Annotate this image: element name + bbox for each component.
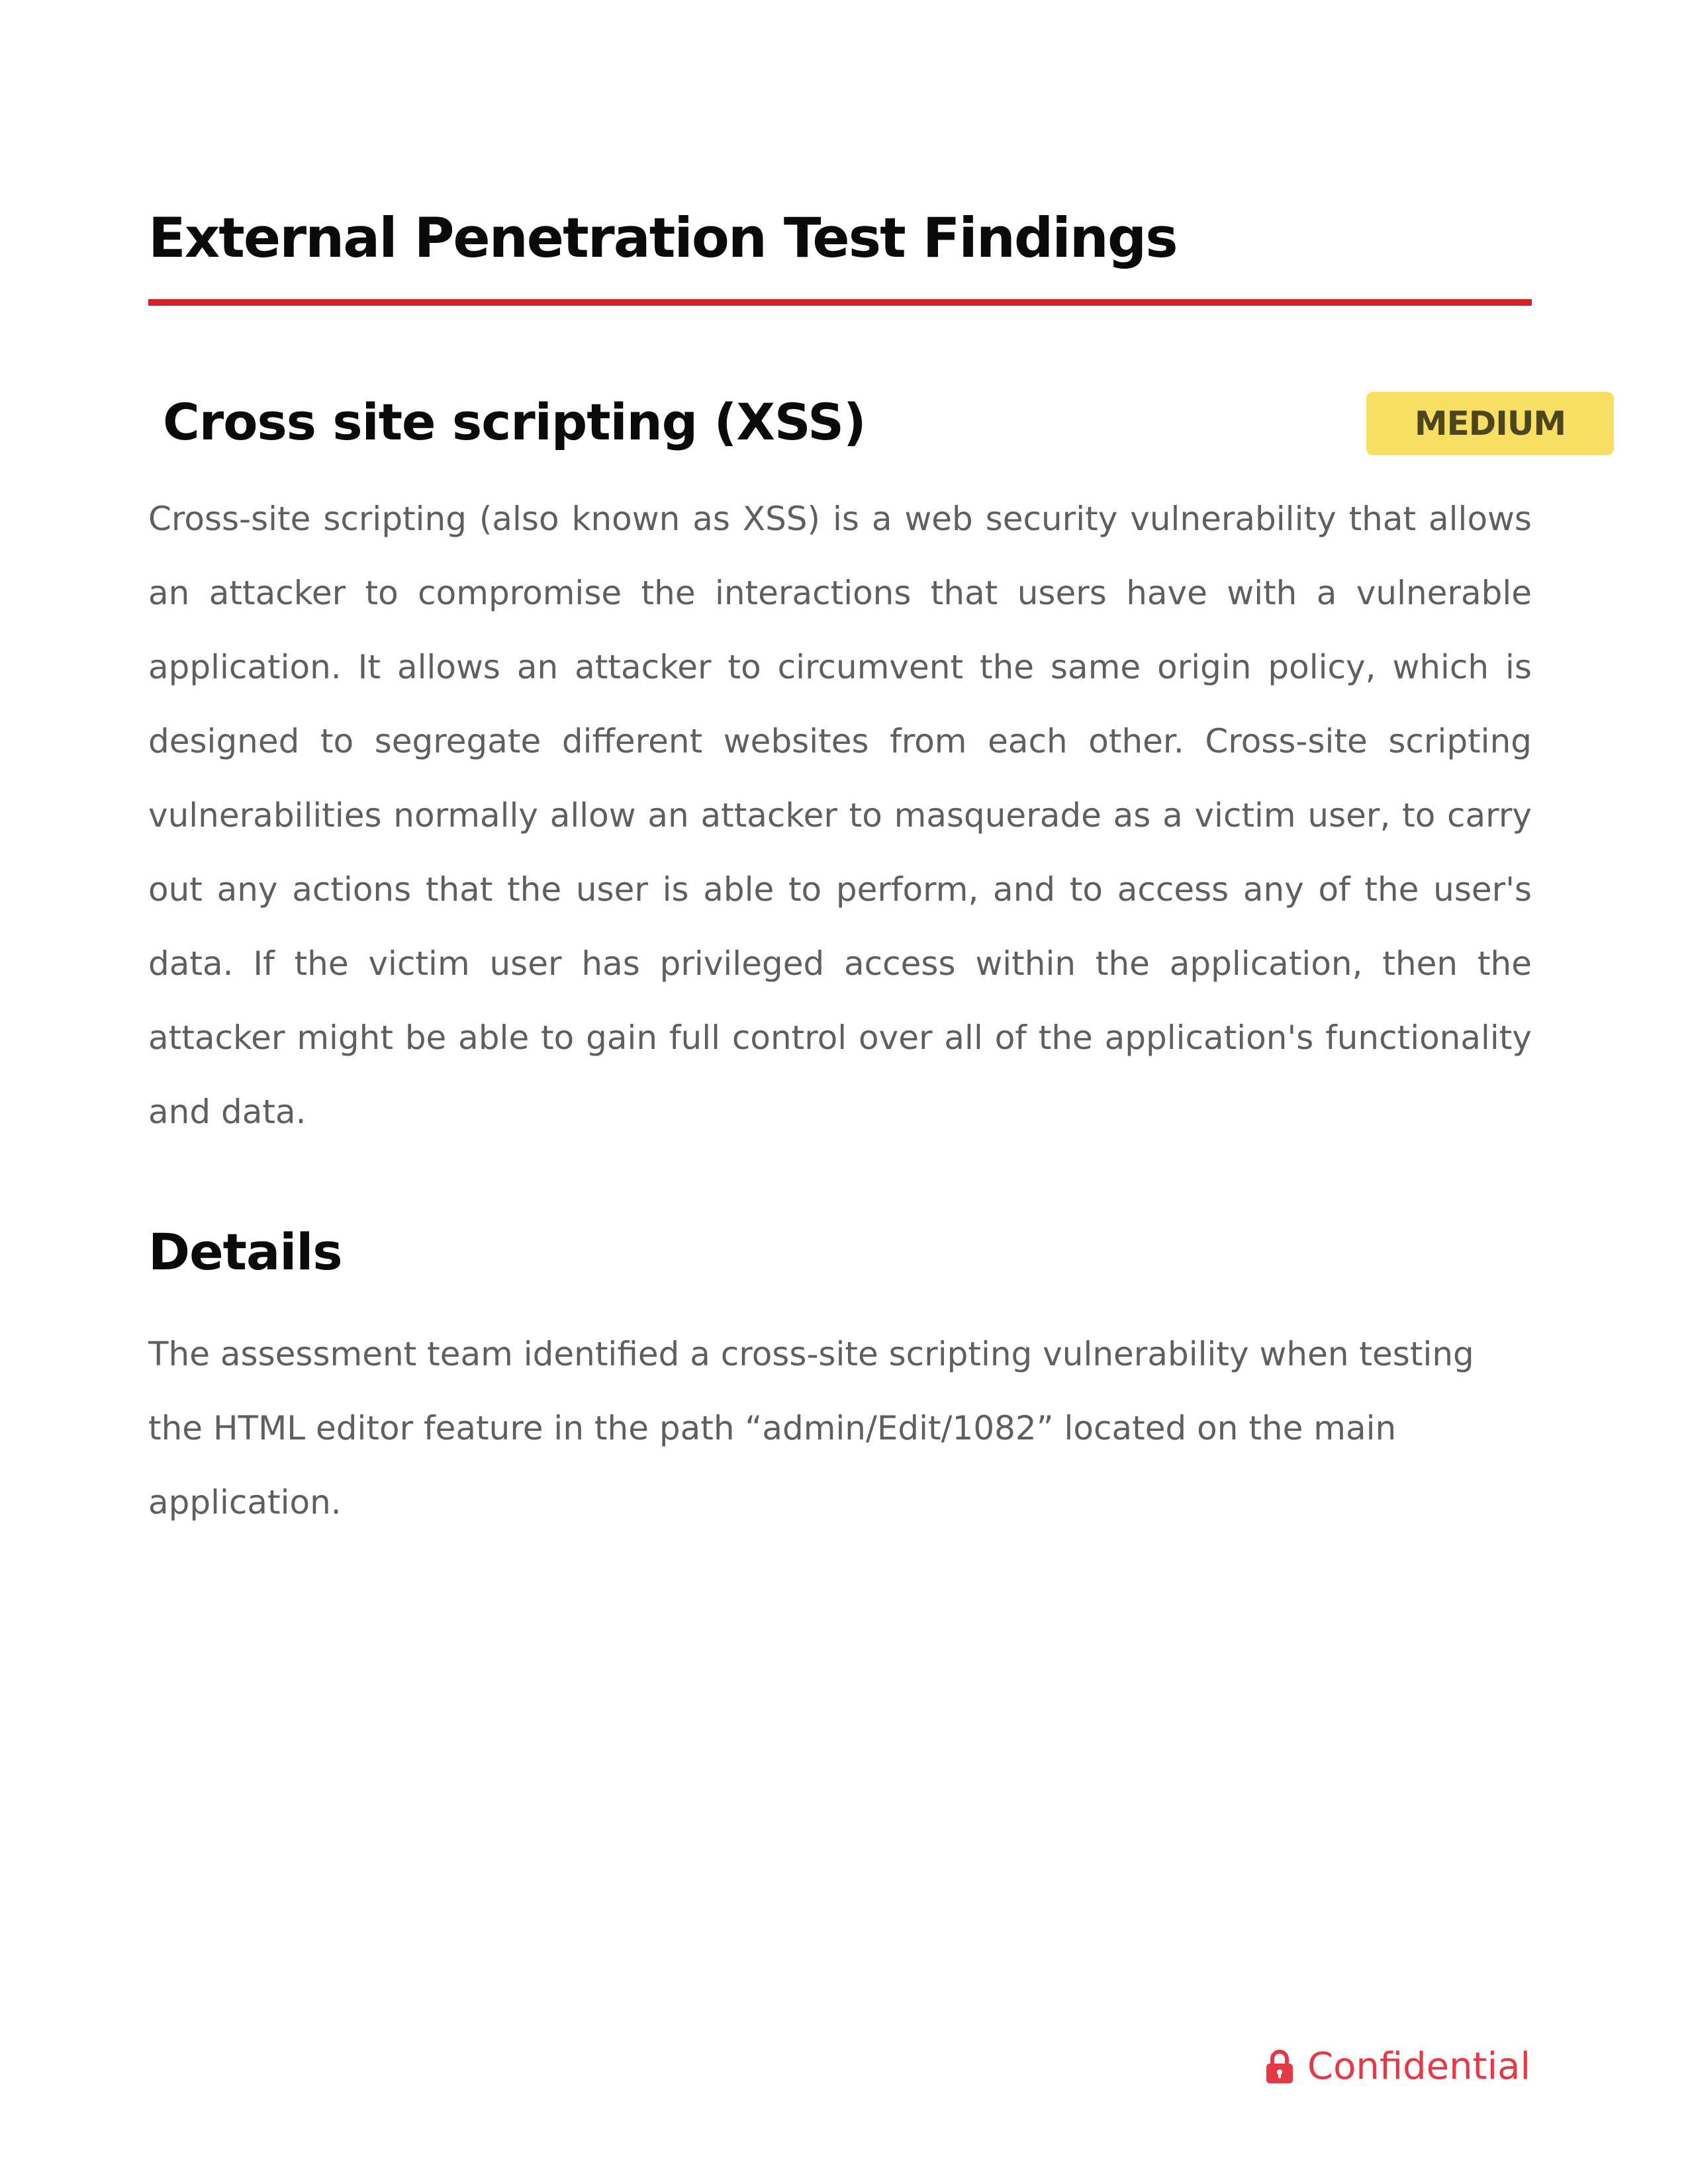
- details-heading: Details: [148, 1222, 342, 1281]
- title-divider: [148, 299, 1532, 306]
- finding-title: Cross site scripting (XSS): [163, 392, 866, 451]
- finding-description: Cross-site scripting (also known as XSS) is a web security vulnerability that allows an attacker to compromise the interactions that users have with a vulnerable application. It allows an attacker to circumvent the same origin policy, which is designed to segregate different websites from each other. Cross-site scripting vulnerabilities normally allow an attacker to masquerade as a victim user, to carry out any actions that the user is able to perform, and to access any of the user's data. If the victim user has privileged access within the application, then the attacker might be able to gain full control over all of the application's functionality and data.: [148, 500, 1532, 1131]
- severity-badge: MEDIUM: [1366, 392, 1614, 455]
- footer-label: Confidential: [1307, 2045, 1530, 2088]
- lock-icon: [1265, 2050, 1294, 2084]
- confidential-footer: [1265, 2045, 1530, 2088]
- details-text: The assessment team identified a cross-site scripting vulnerability when testing the HTML editor feature in the path “admin/Edit/1082” located on the main application.: [148, 1335, 1474, 1522]
- page-title: External Penetration Test Findings: [148, 206, 1177, 270]
